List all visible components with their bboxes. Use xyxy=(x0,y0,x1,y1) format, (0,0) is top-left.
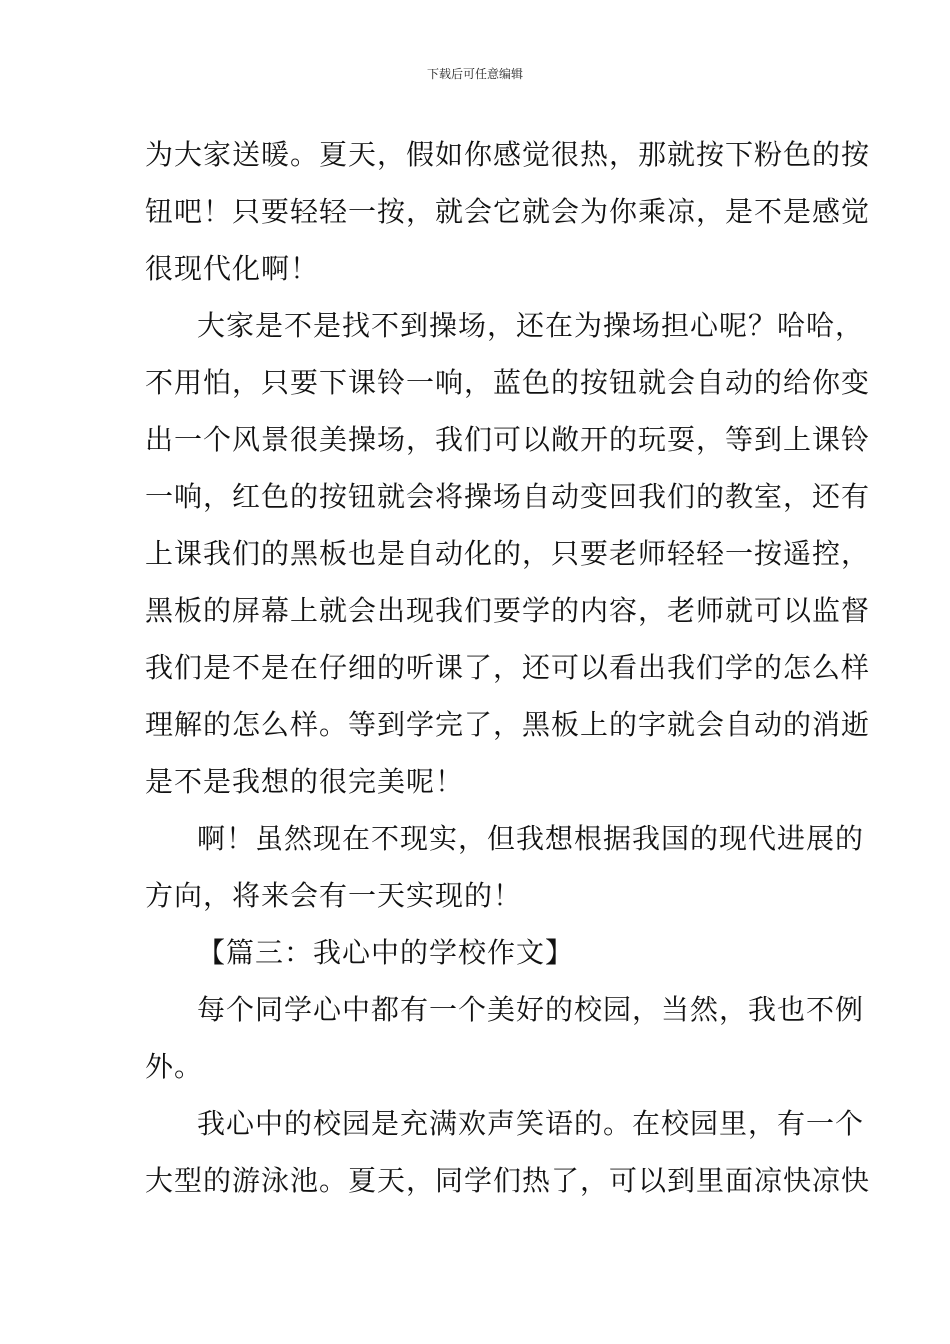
text-line: 为大家送暖。夏天，假如你感觉很热，那就按下粉色的按 xyxy=(145,138,871,171)
text-line: 钮吧！只要轻轻一按，就会它就会为你乘凉，是不是感觉 xyxy=(145,195,871,228)
text-line: 出一个风景很美操场，我们可以敞开的玩耍，等到上课铃 xyxy=(145,423,871,456)
text-line: 啊！虽然现在不现实，但我想根据我国的现代进展的 xyxy=(197,822,865,855)
text-line: 大型的游泳池。夏天，同学们热了，可以到里面凉快凉快 xyxy=(145,1164,871,1197)
page-header: 下载后可任意编辑 xyxy=(426,67,523,81)
text-line: 黑板的屏幕上就会出现我们要学的内容，老师就可以监督 xyxy=(145,594,871,627)
text-line: 每个同学心中都有一个美好的校园，当然，我也不例 xyxy=(197,993,865,1026)
text-line: 大家是不是找不到操场，还在为操场担心呢？哈哈， xyxy=(197,309,865,342)
text-line: 一响，红色的按钮就会将操场自动变回我们的教室，还有 xyxy=(145,480,871,513)
text-line: 【篇三：我心中的学校作文】 xyxy=(197,936,575,969)
text-line: 我们是不是在仔细的听课了，还可以看出我们学的怎么样 xyxy=(145,651,871,684)
text-line: 外。 xyxy=(145,1050,204,1083)
document-body xyxy=(145,126,871,1209)
text-line: 不用怕，只要下课铃一响，蓝色的按钮就会自动的给你变 xyxy=(145,366,871,399)
text-line: 是不是我想的很完美呢！ xyxy=(145,765,465,798)
text-line: 理解的怎么样。等到学完了，黑板上的字就会自动的消逝 xyxy=(145,708,871,741)
text-line: 我心中的校园是充满欢声笑语的。在校园里，有一个 xyxy=(197,1107,865,1140)
text-line: 很现代化啊！ xyxy=(145,252,320,285)
text-line: 方向，将来会有一天实现的！ xyxy=(145,879,523,912)
text-line: 上课我们的黑板也是自动化的，只要老师轻轻一按遥控， xyxy=(145,537,871,570)
